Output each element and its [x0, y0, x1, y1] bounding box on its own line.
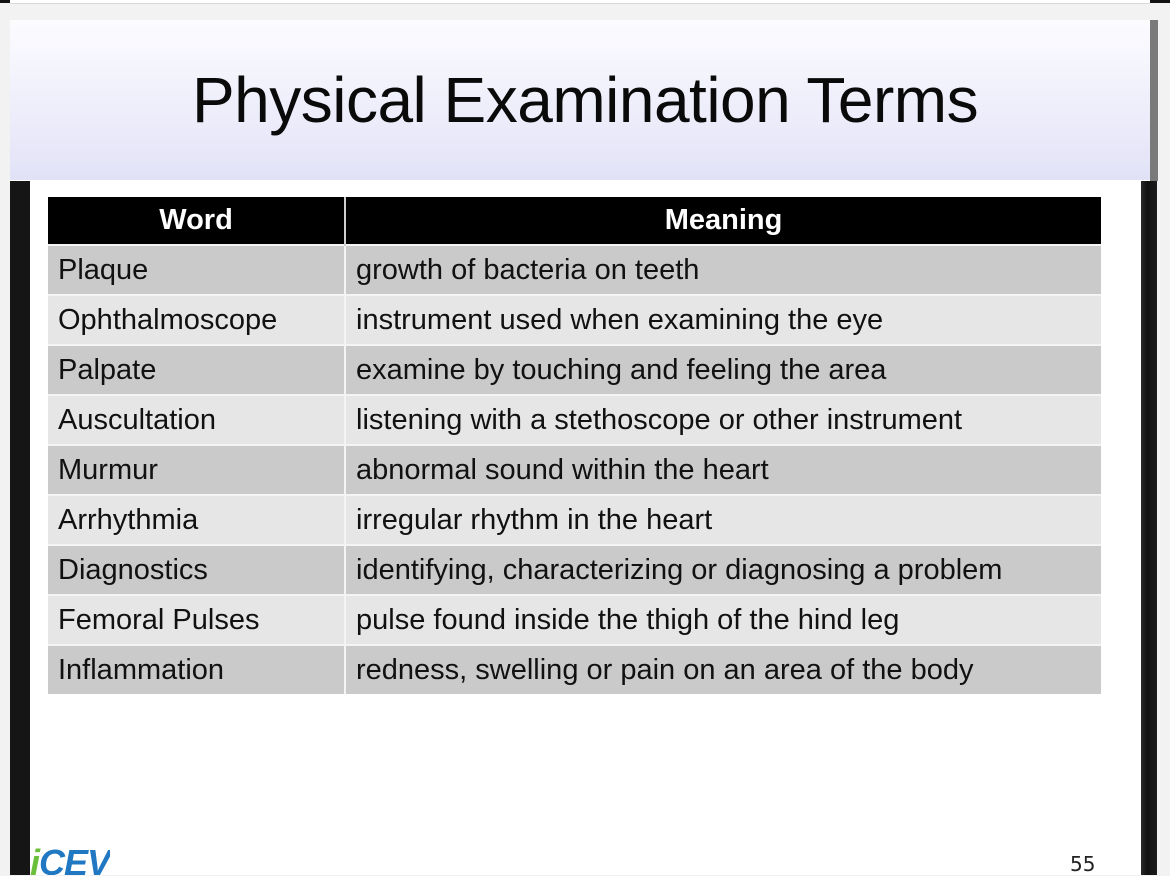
word-cell: Arrhythmia	[48, 495, 345, 545]
table-row	[48, 395, 1101, 445]
table-row	[48, 445, 1101, 495]
word-cell: Inflammation	[48, 645, 345, 694]
meaning-cell: pulse found inside the thigh of the hind leg	[345, 595, 1101, 645]
meaning-cell: growth of bacteria on teeth	[345, 245, 1101, 295]
terms-table	[48, 197, 1101, 694]
left-frame-bar	[10, 181, 30, 875]
top-strip-right-edge	[1150, 0, 1170, 3]
logo-text: CEV	[39, 845, 111, 875]
table-row	[48, 295, 1101, 345]
table-row	[48, 345, 1101, 395]
word-cell: Ophthalmoscope	[48, 295, 345, 345]
meaning-cell: identifying, characterizing or diagnosing a problem	[345, 545, 1101, 595]
word-cell: Diagnostics	[48, 545, 345, 595]
word-cell: Auscultation	[48, 395, 345, 445]
top-strip	[10, 0, 1150, 4]
meaning-cell: abnormal sound within the heart	[345, 445, 1101, 495]
right-frame-bar	[1141, 181, 1157, 875]
meaning-cell: redness, swelling or pain on an area of the body	[345, 645, 1101, 694]
icev-logo	[30, 845, 110, 875]
column-header-meaning: Meaning	[345, 197, 1101, 245]
table-row	[48, 645, 1101, 694]
table-row	[48, 495, 1101, 545]
column-header-word: Word	[48, 197, 345, 245]
word-cell: Palpate	[48, 345, 345, 395]
word-cell: Plaque	[48, 245, 345, 295]
table-header-row	[48, 197, 1101, 245]
word-cell: Murmur	[48, 445, 345, 495]
table-row	[48, 595, 1101, 645]
meaning-cell: irregular rhythm in the heart	[345, 495, 1101, 545]
table-row	[48, 245, 1101, 295]
meaning-cell: instrument used when examining the eye	[345, 295, 1101, 345]
meaning-cell: examine by touching and feeling the area	[345, 345, 1101, 395]
page-number: 55	[1070, 852, 1096, 876]
slide-title: Physical Examination Terms	[191, 64, 979, 136]
meaning-cell: listening with a stethoscope or other instrument	[345, 395, 1101, 445]
logo-prefix: i	[30, 845, 40, 875]
table-row	[48, 545, 1101, 595]
word-cell: Femoral Pulses	[48, 595, 345, 645]
top-strip-left-edge	[0, 0, 10, 3]
right-frame-edge	[1150, 20, 1158, 181]
